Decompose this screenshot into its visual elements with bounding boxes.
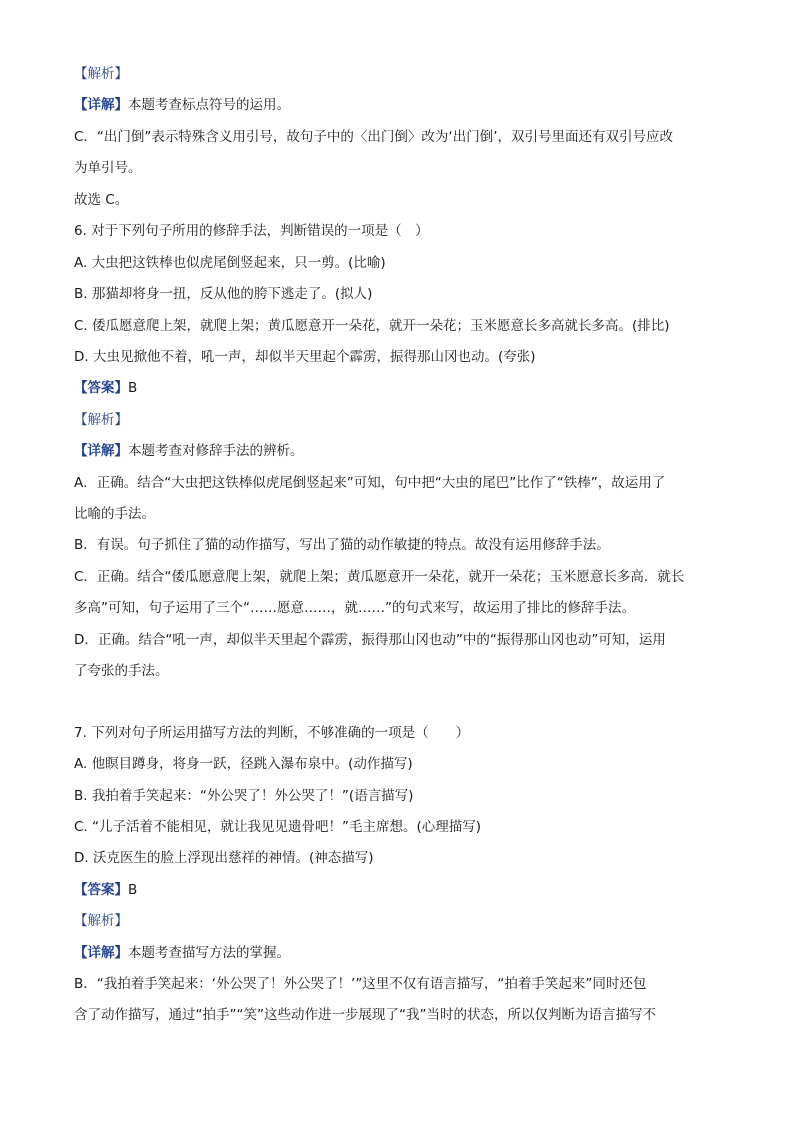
detail-line <box>74 95 290 115</box>
line-text: 了夸张的手法。 <box>74 663 169 679</box>
answer-line <box>74 378 137 398</box>
explanation-line <box>74 630 666 650</box>
line-text: B. 那猫却将身一扭，反从他的胯下逃走了。(拟人) <box>74 286 373 302</box>
line-text: A. 大虫把这铁棒也似虎尾倒竖起来，只一剪。(比喻) <box>74 255 386 271</box>
line-text: 6. 对于下列句子所用的修辞手法，判断错误的一项是（ ） <box>74 223 429 239</box>
explanation-line <box>74 567 684 587</box>
explanation-line <box>74 158 142 178</box>
line-text: 本题考查对修辞手法的辨析。 <box>128 443 304 459</box>
section-tag: 【详解】 <box>74 97 128 113</box>
section-tag: 【答案】 <box>74 882 128 898</box>
explanation-line <box>74 504 155 524</box>
section-tag: 【解析】 <box>74 412 128 428</box>
analysis-heading <box>74 410 128 430</box>
line-text: D. 沃克医生的脸上浮现出慈祥的神情。(神态描写) <box>74 850 374 866</box>
conclusion-line <box>74 190 128 210</box>
explanation-line <box>74 473 665 493</box>
explanation-line <box>74 535 610 555</box>
line-text: C．“出门倒”表示特殊含义用引号，故句子中的〈出门倒〉改为‘出门倒’，双引号里面还有双引号应改 <box>74 129 673 145</box>
line-text: D．正确。结合“吼一声，却似半天里起个霹雳，振得那山冈也动”中的“振得那山冈也动”可知，运用 <box>74 632 666 648</box>
line-text: C. “儿子活着不能相见，就让我见见遗骨吧！”毛主席想。(心理描写) <box>74 819 482 835</box>
line-text: B．有误。句子抓住了猫的动作描写，写出了猫的动作敏捷的特点。故没有运用修辞手法。 <box>74 537 610 553</box>
line-text: A. 他瞑目蹲身，将身一跃，径跳入瀑布泉中。(动作描写) <box>74 756 413 772</box>
line-text: B．“我拍着手笑起来：‘外公哭了！外公哭了！’”这里不仅有语言描写，“拍着手笑起来”同时还包 <box>74 976 647 992</box>
line-text: 本题考查标点符号的运用。 <box>128 97 290 113</box>
option-b <box>74 284 372 304</box>
option-b <box>74 786 413 806</box>
option-d <box>74 848 374 868</box>
line-text: D. 大虫见掀他不着，吼一声，却似半天里起个霹雳，振得那山冈也动。(夸张) <box>74 349 536 365</box>
question-6-stem <box>74 221 429 241</box>
question-7-stem <box>74 723 469 743</box>
analysis-heading <box>74 911 128 931</box>
line-text: 比喻的手法。 <box>74 506 155 522</box>
line-text: B <box>128 882 138 898</box>
section-tag: 【答案】 <box>74 380 128 396</box>
line-text: 含了动作描写，通过“拍手”“笑”这些动作进一步展现了“我”当时的状态，所以仅判断为语言描写不 <box>74 1007 656 1023</box>
line-text: 本题考查描写方法的掌握。 <box>128 945 290 961</box>
line-text: A．正确。结合“大虫把这铁棒似虎尾倒竖起来”可知，句中把“大虫的尾巴”比作了“铁棒”，故运用了 <box>74 475 666 491</box>
section-tag: 【解析】 <box>74 913 128 929</box>
detail-line <box>74 943 290 963</box>
explanation-line <box>74 974 646 994</box>
line-text: 多高”可知，句子运用了三个“……愿意……，就……”的句式来写，故运用了排比的修辞手法。 <box>74 600 635 616</box>
line-text: B. 我拍着手笑起来：“外公哭了！外公哭了！”(语言描写) <box>74 788 414 804</box>
option-d <box>74 347 536 367</box>
explanation-line <box>74 661 169 681</box>
option-a <box>74 754 413 774</box>
section-tag: 【解析】 <box>74 66 128 82</box>
analysis-heading <box>74 64 128 84</box>
answer-line <box>74 880 137 900</box>
explanation-line <box>74 598 635 618</box>
explanation-line <box>74 1005 656 1025</box>
line-text: 为单引号。 <box>74 160 142 176</box>
section-tag: 【详解】 <box>74 443 128 459</box>
explanation-line <box>74 127 673 147</box>
line-text: C．正确。结合“倭瓜愿意爬上架，就爬上架；黄瓜愿意开一朵花，就开一朵花；玉米愿意长多高．就长 <box>74 569 685 585</box>
section-tag: 【详解】 <box>74 945 128 961</box>
line-text: B <box>128 380 138 396</box>
line-text: 故选 C。 <box>74 192 129 208</box>
option-c <box>74 817 481 837</box>
detail-line <box>74 441 304 461</box>
line-text: 7. 下列对句子所运用描写方法的判断，不够准确的一项是（ ） <box>74 725 470 741</box>
option-c <box>74 316 670 336</box>
line-text: C. 倭瓜愿意爬上架，就爬上架；黄瓜愿意开一朵花，就开一朵花；玉米愿意长多高就长多高。(排比) <box>74 318 670 334</box>
option-a <box>74 253 386 273</box>
